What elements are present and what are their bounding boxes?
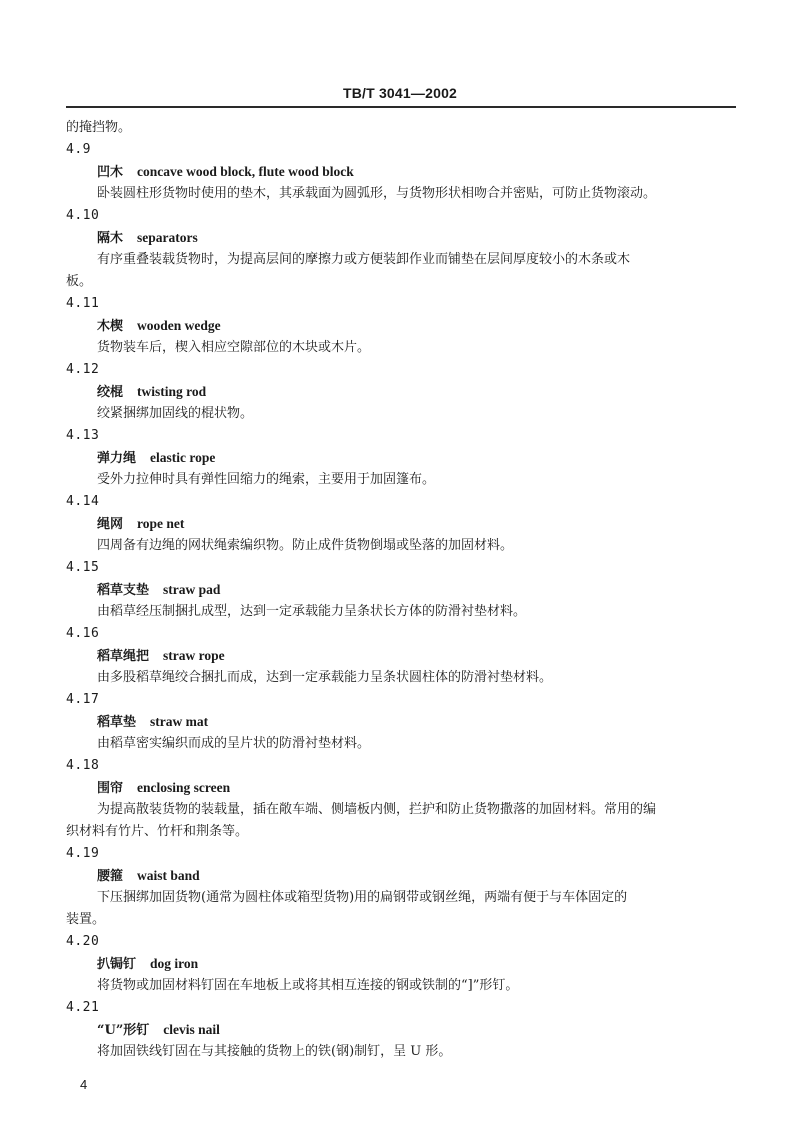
term-heading — [66, 315, 736, 337]
term-english: straw rope — [163, 648, 225, 663]
header-rule — [66, 106, 736, 108]
term-entry — [66, 931, 736, 997]
term-english: clevis nail — [163, 1022, 220, 1037]
clause-number: 4.9 — [66, 142, 91, 157]
clause-number: 4.13 — [66, 428, 100, 443]
term-entry — [66, 205, 736, 293]
term-heading — [66, 777, 736, 799]
term-chinese: 绳网 — [97, 517, 124, 532]
term-entry — [66, 843, 736, 931]
term-chinese: 稻草支垫 — [97, 583, 150, 598]
term-chinese: 围帘 — [97, 781, 124, 796]
term-entry — [66, 425, 736, 491]
term-english: concave wood block, flute wood block — [137, 164, 354, 179]
term-english: dog iron — [150, 956, 199, 971]
term-english: rope net — [137, 516, 185, 531]
clause-number: 4.21 — [66, 1000, 100, 1015]
term-entry — [66, 557, 736, 623]
term-english: separators — [137, 230, 198, 245]
term-entry — [66, 997, 736, 1063]
term-english: waist band — [137, 868, 200, 883]
definition-text: 卧装圆柱形货物时使用的垫木，其承载面为圆弧形，与货物形状相吻合并密贴，可防止货物滚动。 — [97, 186, 657, 201]
term-chinese: 稻草绳把 — [97, 649, 150, 664]
clause-number: 4.15 — [66, 560, 100, 575]
clause-number: 4.10 — [66, 208, 100, 223]
term-chinese: 绞棍 — [97, 385, 124, 400]
term-heading — [66, 645, 736, 667]
term-entry — [66, 491, 736, 557]
clause-number: 4.19 — [66, 846, 100, 861]
term-entry — [66, 755, 736, 843]
clause-number: 4.11 — [66, 296, 100, 311]
term-entry — [66, 689, 736, 755]
definition-text: 由稻草经压制捆扎成型，达到一定承载能力呈条状长方体的防滑衬垫材料。 — [97, 604, 527, 619]
term-heading — [66, 161, 736, 183]
term-heading — [66, 1019, 736, 1041]
definition-text: 货物装车后，楔入相应空隙部位的木块或木片。 — [97, 340, 371, 355]
page-number: 4 — [80, 1077, 88, 1092]
clause-number: 4.16 — [66, 626, 100, 641]
definition-text: 由稻草密实编织而成的呈片状的防滑衬垫材料。 — [97, 736, 371, 751]
clause-number: 4.12 — [66, 362, 100, 377]
definition-text: 将货物或加固材料钉固在车地板上或将其相互连接的钢或铁制的“]”形钉。 — [97, 978, 519, 993]
term-heading — [66, 865, 736, 887]
definition-text: 受外力拉伸时具有弹性回缩力的绳索，主要用于加固篷布。 — [97, 472, 436, 487]
clause-number: 4.18 — [66, 758, 100, 773]
clause-number: 4.20 — [66, 934, 100, 949]
term-chinese: 扒锔钉 — [97, 957, 137, 972]
term-entry — [66, 293, 736, 359]
term-entry — [66, 359, 736, 425]
term-english: twisting rod — [137, 384, 207, 399]
definition-text: 有序重叠装载货物时，为提高层间的摩擦力或方便装卸作业而铺垫在层间厚度较小的木条或木 — [97, 252, 631, 267]
document-body — [66, 117, 736, 1063]
term-english: elastic rope — [150, 450, 216, 465]
definition-text: 四周备有边绳的网状绳索编织物。防止成件货物倒塌或坠落的加固材料。 — [97, 538, 514, 553]
term-heading — [66, 227, 736, 249]
definition-continuation: 装置。 — [66, 912, 106, 927]
term-chinese: 凹木 — [97, 165, 124, 180]
definition-continuation: 织材料有竹片、竹杆和荆条等。 — [66, 824, 249, 839]
definition-text: 将加固铁线钉固在与其接触的货物上的铁(钢)制钉，呈 U 形。 — [97, 1044, 452, 1059]
term-entry — [66, 139, 736, 205]
term-heading — [66, 711, 736, 733]
term-english: straw mat — [150, 714, 209, 729]
definition-text: 由多股稻草绳绞合捆扎而成，达到一定承载能力呈条状圆柱体的防滑衬垫材料。 — [97, 670, 553, 685]
term-heading — [66, 953, 736, 975]
continuation-text: 的掩挡物。 — [66, 120, 132, 135]
term-heading — [66, 381, 736, 403]
term-heading — [66, 447, 736, 469]
term-heading — [66, 579, 736, 601]
clause-number: 4.14 — [66, 494, 100, 509]
term-chinese: 弹力绳 — [97, 451, 137, 466]
clause-number: 4.17 — [66, 692, 100, 707]
definition-continuation: 板。 — [66, 274, 93, 289]
term-chinese: 隔木 — [97, 231, 124, 246]
term-english: wooden wedge — [137, 318, 221, 333]
term-english: straw pad — [163, 582, 221, 597]
term-chinese: 稻草垫 — [97, 715, 137, 730]
term-english: enclosing screen — [137, 780, 231, 795]
term-chinese: 木楔 — [97, 319, 124, 334]
definition-text: 为提高散装货物的装载量，插在敞车端、侧墙板内侧，拦护和防止货物撒落的加固材料。常用的编 — [97, 802, 657, 817]
term-entry — [66, 623, 736, 689]
term-chinese: 腰箍 — [97, 869, 124, 884]
definition-text: 绞紧捆绑加固线的棍状物。 — [97, 406, 254, 421]
standard-code-header: TB/T 3041—2002 — [342, 85, 458, 101]
definition-text: 下压捆绑加固货物(通常为圆柱体或箱型货物)用的扁钢带或钢丝绳，两端有便于与车体固定的 — [97, 890, 628, 905]
term-chinese: “U”形钉 — [97, 1023, 150, 1038]
term-heading — [66, 513, 736, 535]
